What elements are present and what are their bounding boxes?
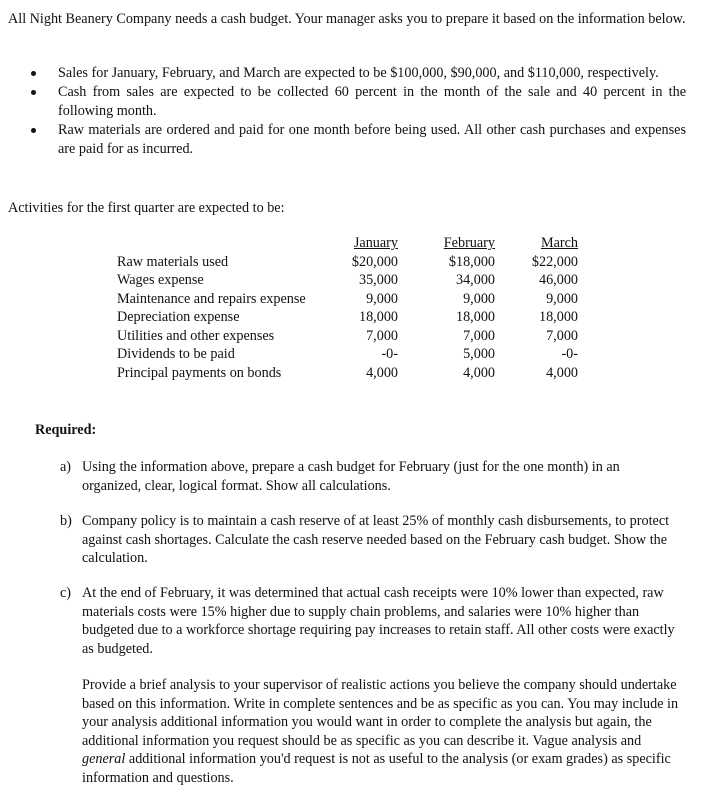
cell-january: $20,000	[351, 253, 398, 270]
cell-march: 18,000	[538, 309, 578, 325]
activities-table	[117, 234, 578, 382]
activities-lead: Activities for the first quarter are expected to be:	[8, 200, 285, 216]
cell-february: $18,000	[448, 253, 495, 270]
row-label: Dividends to be paid	[117, 346, 235, 362]
requirement-text: At the end of February, it was determined that actual cash receipts were 10% lower than expected, raw materials costs were 15% higher due to supply chain problems, and salaries were 10% higher than budgeted due to a workforce shortage requiring pay increases to retain staff. All other costs were exactly as budgeted.	[82, 585, 675, 657]
assumption-text: Sales for January, February, and March are expected to be $100,000, $90,000, and $110,000, respectively.	[58, 65, 659, 81]
cell-march: 46,000	[538, 272, 578, 288]
requirement-marker: b)	[60, 513, 72, 529]
assumption-item	[0, 64, 712, 83]
row-label: Utilities and other expenses	[117, 327, 275, 344]
requirement-analysis-text	[82, 676, 680, 787]
table-row	[117, 327, 578, 346]
cell-february: 9,000	[463, 290, 495, 307]
row-label: Wages expense	[117, 272, 204, 288]
requirement-marker: a)	[60, 459, 72, 475]
cell-february: 5,000	[463, 346, 495, 362]
cell-february: 7,000	[463, 327, 495, 344]
assumption-item	[0, 121, 712, 159]
header-text: March	[540, 235, 578, 251]
row-label: Depreciation expense	[117, 309, 240, 325]
analysis-text-tail: additional information you'd request is not as useful to the analysis (or exam grades) as specific information and questions.	[82, 751, 671, 786]
table-row	[117, 253, 578, 272]
assumptions-list	[0, 64, 712, 159]
row-label: Maintenance and repairs expense	[117, 290, 306, 307]
cell-march: 7,000	[546, 327, 578, 344]
assumption-item	[0, 83, 712, 121]
header-march	[495, 234, 578, 253]
requirement-body	[82, 512, 680, 568]
cell-march: -0-	[561, 346, 578, 362]
row-label: Principal payments on bonds	[117, 364, 282, 381]
table-row	[117, 308, 578, 327]
requirement-c	[60, 584, 680, 787]
emphasis-general: general	[82, 751, 126, 767]
requirement-marker: c)	[60, 585, 72, 601]
cell-january: 7,000	[366, 327, 398, 344]
cell-march: $22,000	[531, 253, 578, 270]
assumption-text: Cash from sales are expected to be collected 60 percent in the month of the sale and 40 percent in the following month.	[58, 84, 686, 119]
header-label-blank	[117, 234, 325, 253]
cell-march: 9,000	[546, 290, 578, 307]
bullet-icon	[31, 71, 36, 76]
requirement-a	[60, 458, 680, 495]
bullet-icon	[31, 128, 36, 133]
row-label: Raw materials used	[117, 253, 229, 270]
table-header-row	[117, 234, 578, 253]
intro-paragraph: All Night Beanery Company needs a cash budget. Your manager asks you to prepare it based on the information below.	[8, 11, 686, 27]
table-row	[117, 271, 578, 290]
analysis-text-lead: Provide a brief analysis to your supervisor of realistic actions you believe the company should undertake based on this information. Write in complete sentences and be as specific as you can. You may include in your analysis additional information you would want in order to complete the analysis but again, the additional information you request should be as specific as you can describe it. Vague analysis and	[82, 677, 679, 749]
header-february	[398, 234, 495, 253]
cell-january: 35,000	[358, 272, 398, 288]
cell-january: 4,000	[366, 364, 398, 381]
cell-february: 4,000	[463, 364, 495, 381]
table-row	[117, 345, 578, 364]
requirement-b	[60, 512, 680, 568]
table-row	[117, 290, 578, 309]
header-january	[325, 234, 398, 253]
requirement-text: Company policy is to maintain a cash reserve of at least 25% of monthly cash disbursements, to protect against cash shortages. Calculate the cash reserve needed based on the February cash budget. Show the calculation.	[82, 513, 670, 566]
cell-january: 9,000	[366, 290, 398, 307]
cell-february: 34,000	[455, 272, 495, 288]
requirement-text: Using the information above, prepare a cash budget for February (just for the one month) in an organized, clear, logical format. Show all calculations.	[82, 459, 620, 494]
requirement-body	[82, 458, 680, 495]
cell-february: 18,000	[455, 309, 495, 325]
assumption-text: Raw materials are ordered and paid for one month before being used. All other cash purchases and expenses are paid for as incurred.	[58, 122, 686, 157]
bullet-icon	[31, 90, 36, 95]
requirement-body	[82, 584, 680, 787]
cell-january: -0-	[381, 346, 398, 362]
table-row	[117, 364, 578, 383]
cell-march: 4,000	[546, 364, 578, 381]
header-text: February	[443, 235, 495, 251]
required-heading: Required:	[35, 422, 97, 438]
header-text: January	[353, 235, 398, 251]
cell-january: 18,000	[358, 309, 398, 325]
